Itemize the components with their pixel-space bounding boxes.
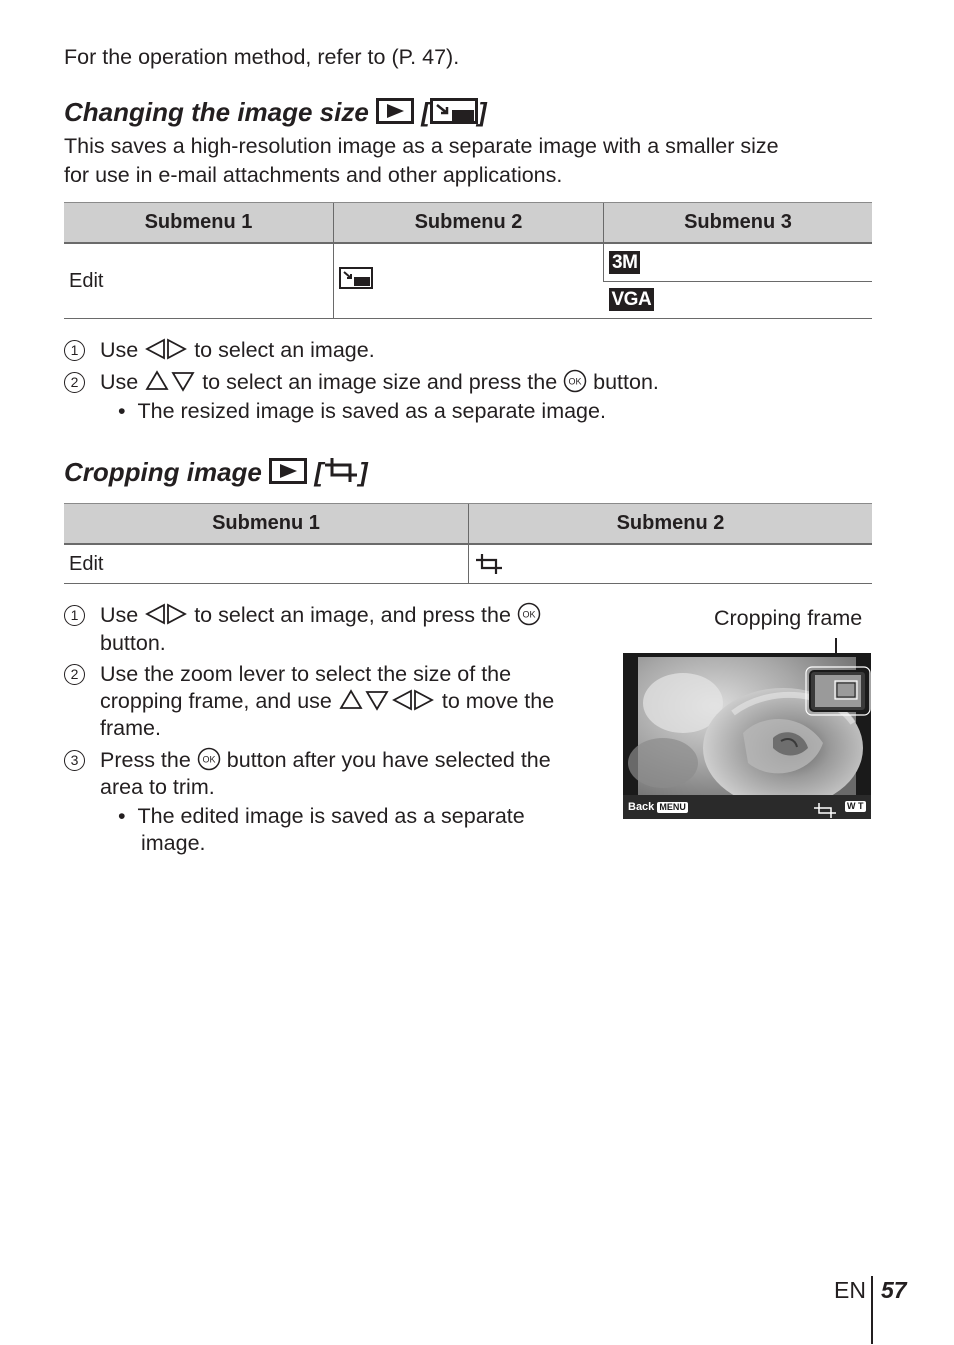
resize-step-1: Use to select an image. — [100, 338, 375, 362]
intro-text: For the operation method, refer to (P. 47). — [64, 45, 460, 69]
crop-step-3: Press the OK button after you have selected the — [100, 748, 551, 772]
footer-divider — [871, 1276, 873, 1344]
crop-step-2-number: 2 — [64, 664, 85, 685]
ok-button-icon — [517, 602, 541, 626]
size-vga-badge: VGA — [609, 288, 655, 311]
crop-icon — [323, 456, 359, 484]
svg-text:OK: OK — [202, 754, 216, 765]
crop-step-3-line2: area to trim. — [100, 775, 215, 799]
svg-text:OK: OK — [568, 376, 582, 387]
left-right-arrows-icon — [144, 338, 188, 360]
resize-heading — [64, 97, 487, 127]
crop-bracket-close: ] — [359, 457, 368, 487]
resize-table-sub3-option-1 — [604, 243, 873, 281]
crop-submenu-table — [64, 503, 872, 584]
left-right-arrows-icon — [144, 603, 188, 625]
crop-step-2-line3: frame. — [100, 716, 161, 740]
crop-step-2-line1: Use the zoom lever to select the size of the — [100, 662, 512, 686]
resize-step-1-number: 1 — [64, 340, 85, 361]
resize-icon — [430, 98, 478, 124]
resize-desc-line1: This saves a high-resolution image as a separate image with a smaller size — [64, 134, 779, 158]
menu-key-badge: MENU — [659, 802, 686, 812]
camera-screen-figure — [623, 653, 871, 819]
resize-icon — [339, 267, 373, 289]
crop-step-1-number: 1 — [64, 605, 85, 626]
crop-step-1-line2: button. — [100, 631, 166, 655]
crop-table-sub1: Edit — [64, 544, 469, 584]
playback-icon — [269, 458, 307, 484]
crop-table-header-2: Submenu 2 — [469, 504, 873, 545]
resize-table-sub1: Edit — [64, 243, 334, 319]
svg-text:OK: OK — [522, 609, 536, 620]
resize-table-sub2 — [334, 243, 604, 319]
resize-table-header-1: Submenu 1 — [64, 203, 334, 244]
four-way-arrows-icon — [338, 689, 436, 711]
crop-step-1: Use to select an image, and press the OK — [100, 602, 541, 629]
resize-table-header-3: Submenu 3 — [604, 203, 873, 244]
crop-bullet-line2: image. — [141, 831, 206, 855]
resize-submenu-table — [64, 202, 872, 319]
crop-table-sub2 — [469, 544, 873, 584]
zoom-wt-badge: W T — [847, 801, 864, 811]
ok-button-icon — [197, 747, 221, 771]
resize-step-2: Use to select an image size and press the OK button. — [100, 370, 659, 394]
rose-photo — [623, 653, 871, 819]
size-3m-badge: 3M — [609, 251, 640, 274]
resize-desc-line2: for use in e-mail attachments and other applications. — [64, 163, 563, 187]
crop-bracket-open: [ — [314, 457, 324, 487]
crop-bullet-line1: • The edited image is saved as a separate — [118, 804, 525, 828]
playback-icon — [376, 98, 414, 124]
cropping-frame-caption: Cropping frame — [714, 606, 863, 630]
resize-step-2-number: 2 — [64, 372, 85, 393]
crop-step-3-number: 3 — [64, 750, 85, 771]
crop-heading-title: Cropping image — [64, 457, 262, 487]
crop-step-2-line2: cropping frame, and use to move the — [100, 689, 555, 713]
crop-table-header-1: Submenu 1 — [64, 504, 469, 545]
resize-bracket-close: ] — [477, 97, 487, 127]
back-label: Back MENU — [628, 801, 686, 813]
page-number: 57 — [881, 1277, 907, 1303]
up-down-arrows-icon — [144, 370, 196, 392]
resize-table-header-2: Submenu 2 — [334, 203, 604, 244]
resize-heading-title: Changing the image size — [64, 97, 369, 127]
crop-heading — [64, 456, 368, 487]
ok-button-icon — [563, 369, 587, 393]
crop-icon — [474, 552, 504, 576]
resize-bracket-open: [ — [421, 97, 430, 127]
resize-bullet: • The resized image is saved as a separate image. — [118, 399, 606, 423]
resize-table-sub3-option-2 — [604, 281, 873, 319]
footer-language: EN — [834, 1277, 866, 1303]
